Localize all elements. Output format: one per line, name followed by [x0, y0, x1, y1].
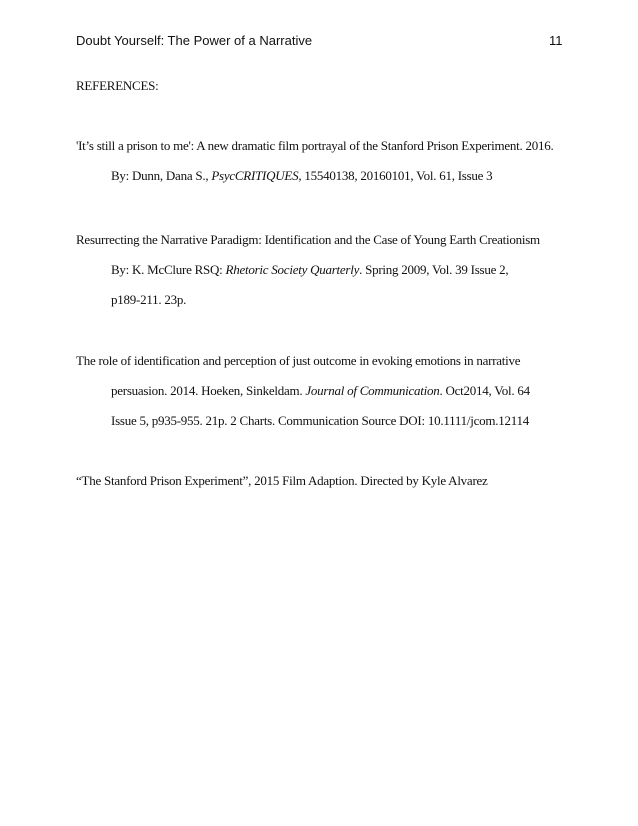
reference-2-authors: By: K. McClure RSQ:: [111, 262, 226, 277]
reference-1-authors: By: Dunn, Dana S.,: [111, 168, 212, 183]
reference-2-journal: Rhetoric Society Quarterly: [225, 262, 360, 277]
reference-2-details: . Spring 2009, Vol. 39 Issue 2,: [359, 262, 509, 277]
reference-4-line-1: “The Stanford Prison Experiment”, 2015 Film Adaption. Directed by Kyle Alvarez: [76, 473, 488, 488]
reference-2-line-2: [111, 262, 508, 278]
running-head: Doubt Yourself: The Power of a Narrative: [76, 33, 313, 48]
references-heading: REFERENCES:: [76, 78, 159, 93]
reference-3-line-1: The role of identification and perception of just outcome in evoking emotions in narrative: [76, 353, 521, 368]
reference-1-line-2: [111, 168, 492, 184]
reference-3-journal: Journal of Communication: [305, 383, 440, 398]
reference-3-authors: persuasion. 2014. Hoeken, Sinkeldam.: [111, 383, 306, 398]
reference-1-journal: PsycCRITIQUES: [211, 168, 299, 183]
reference-2-line-1: Resurrecting the Narrative Paradigm: Identification and the Case of Young Earth Creationism: [76, 232, 540, 247]
reference-3-details: . Oct2014, Vol. 64: [439, 383, 530, 398]
page-number: 11: [549, 33, 563, 48]
reference-1-details: , 15540138, 20160101, Vol. 61, Issue 3: [298, 168, 493, 183]
reference-1-line-1: 'It’s still a prison to me': A new dramatic film portrayal of the Stanford Prison Experiment. 2016.: [76, 138, 554, 153]
reference-2-line-3: p189-211. 23p.: [111, 292, 187, 307]
reference-3-line-2: [111, 383, 530, 399]
reference-3-line-3: Issue 5, p935-955. 21p. 2 Charts. Communication Source DOI: 10.1111/jcom.12114: [111, 413, 529, 428]
